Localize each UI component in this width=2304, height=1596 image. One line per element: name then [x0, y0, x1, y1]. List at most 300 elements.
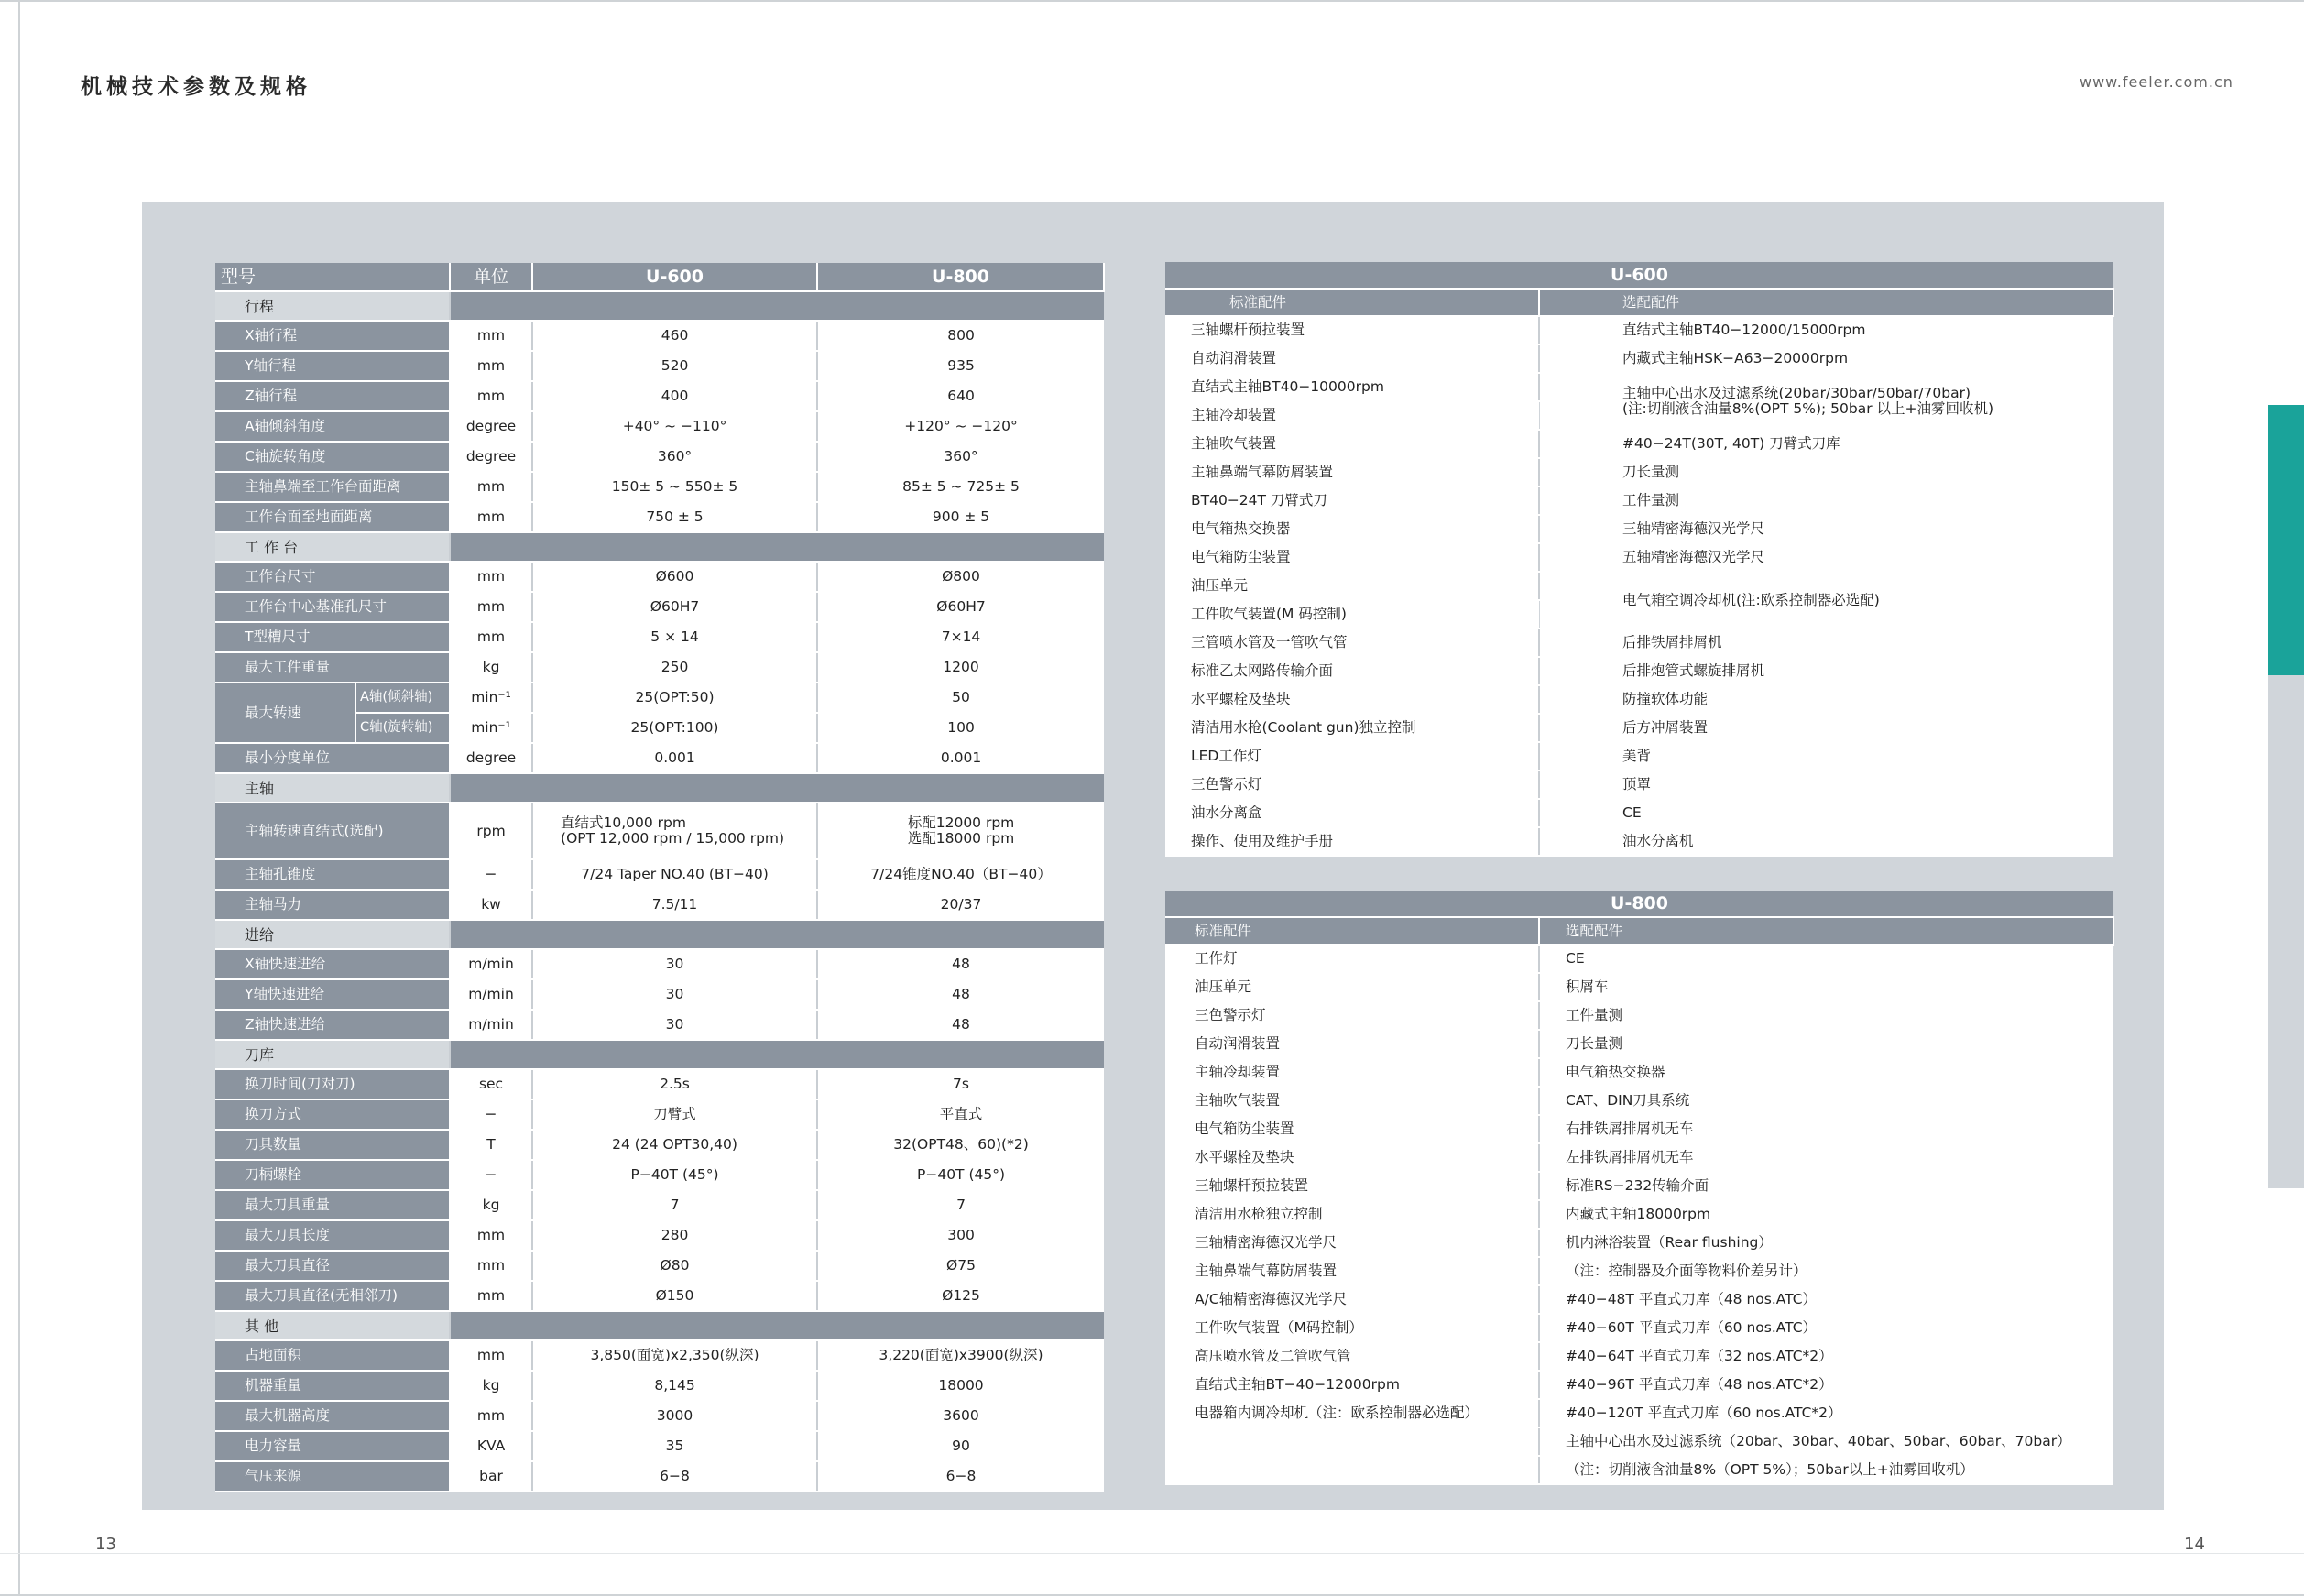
spec-label: X轴行程: [215, 321, 450, 351]
spec-u600: P−40T (45°): [532, 1160, 817, 1190]
spec-label: 主轴孔锥度: [215, 859, 450, 890]
spec-u800: 48: [817, 949, 1104, 979]
option-row: [1165, 1087, 2113, 1115]
option-row: [1165, 486, 2113, 515]
std-item: 高压喷水管及二管吹气管: [1165, 1342, 1539, 1371]
spec-unit: degree: [450, 442, 532, 472]
section-fill: [450, 532, 1104, 562]
spec-u800: 935: [817, 351, 1104, 381]
std-item: 主轴鼻端气幕防屑装置: [1165, 1257, 1539, 1285]
spec-row: [215, 1401, 1104, 1431]
spindle-u600-line1: 直结式10,000 rpm: [561, 814, 686, 831]
u800-options-table: [1165, 891, 2114, 1485]
opt-item: 工件量测: [1539, 486, 2113, 515]
std-item: 水平螺栓及垫块: [1165, 1143, 1539, 1172]
spec-row: [215, 652, 1104, 683]
spec-unit: mm: [450, 622, 532, 652]
footer-rule: [0, 1553, 2304, 1554]
spec-unit: KVA: [450, 1431, 532, 1461]
spec-u600: 30: [532, 979, 817, 1010]
teal-edge-tab: [2268, 405, 2304, 675]
spec-row: [215, 1461, 1104, 1492]
option-row: [1165, 316, 2113, 344]
spec-unit: mm: [450, 502, 532, 532]
option-row: [1165, 1427, 2113, 1456]
spec-unit: mm: [450, 472, 532, 502]
spec-u600-spindle: [532, 803, 817, 859]
spec-u600: 0.001: [532, 743, 817, 773]
option-row: [1165, 657, 2113, 685]
spec-u600: +40° ~ −110°: [532, 411, 817, 442]
std-item: 清洁用水枪独立控制: [1165, 1200, 1539, 1229]
option-row: [1165, 827, 2113, 856]
spec-u800: 800: [817, 321, 1104, 351]
opt-item: 刀长量测: [1539, 1030, 2113, 1058]
spec-u800: 20/37: [817, 890, 1104, 920]
option-row: [1165, 945, 2113, 973]
opt-item: #40−96T 平直式刀库（48 nos.ATC*2）: [1539, 1371, 2113, 1399]
gray-edge-tab: [2268, 675, 2304, 1188]
spec-label: Y轴快速进给: [215, 979, 450, 1010]
spec-u600: 360°: [532, 442, 817, 472]
std-item: 主轴鼻端气幕防屑装置: [1165, 458, 1539, 486]
option-model-row: [1165, 891, 2113, 917]
spec-label: 最大刀具重量: [215, 1190, 450, 1220]
spec-label: Z轴快速进给: [215, 1010, 450, 1040]
spec-label: 工作台面至地面距离: [215, 502, 450, 532]
option-row: [1165, 1229, 2113, 1257]
option-row-merged: [1165, 373, 2113, 401]
option-row: [1165, 1172, 2113, 1200]
spec-label: 气压来源: [215, 1461, 450, 1492]
std-item: 主轴吹气装置: [1165, 1087, 1539, 1115]
spec-u600: 25(OPT:100): [532, 713, 817, 743]
spec-unit: mm: [450, 1251, 532, 1281]
std-item: 三色警示灯: [1165, 1001, 1539, 1030]
std-item: 工件吹气装置（M码控制）: [1165, 1314, 1539, 1342]
spec-row: [215, 562, 1104, 592]
option-row: [1165, 344, 2113, 373]
spec-u600: 7.5/11: [532, 890, 817, 920]
spec-u800: Ø60H7: [817, 592, 1104, 622]
spec-unit: mm: [450, 381, 532, 411]
opt-item: 直结式主轴BT40−12000/15000rpm: [1539, 316, 2113, 344]
spec-label: 换刀方式: [215, 1099, 450, 1130]
std-header: 标准配件: [1165, 289, 1539, 316]
opt-item: （注：切削液含油量8%（OPT 5%）；50bar以上+油雾回收机）: [1539, 1456, 2113, 1484]
opt-item: 油水分离机: [1539, 827, 2113, 856]
spec-u600: 25(OPT:50): [532, 683, 817, 713]
section-row: [215, 532, 1104, 562]
spec-row: [215, 890, 1104, 920]
opt-item: 机内淋浴装置（Rear flushing）: [1539, 1229, 2113, 1257]
option-row: [1165, 1257, 2113, 1285]
std-item: 三轴螺杆预拉装置: [1165, 316, 1539, 344]
std-item: 主轴冷却装置: [1165, 1058, 1539, 1087]
spec-unit: mm: [450, 1281, 532, 1311]
option-row: [1165, 1001, 2113, 1030]
spec-label: 主轴马力: [215, 890, 450, 920]
spec-unit: kg: [450, 1190, 532, 1220]
spec-unit: sec: [450, 1069, 532, 1099]
opt-item: #40−64T 平直式刀库（32 nos.ATC*2）: [1539, 1342, 2113, 1371]
spec-u800: 0.001: [817, 743, 1104, 773]
spec-u800: 48: [817, 1010, 1104, 1040]
spec-sub-a: A轴(倾斜轴): [355, 683, 450, 713]
spec-u800: P−40T (45°): [817, 1160, 1104, 1190]
spec-u600: 5 × 14: [532, 622, 817, 652]
opt-item: 三轴精密海德汉光学尺: [1539, 515, 2113, 543]
option-row: [1165, 430, 2113, 458]
spec-u600: 30: [532, 949, 817, 979]
opt-item: 电气箱热交换器: [1539, 1058, 2113, 1087]
spec-u800: 1200: [817, 652, 1104, 683]
spec-u800: +120° ~ −120°: [817, 411, 1104, 442]
std-item: 三轴螺杆预拉装置: [1165, 1172, 1539, 1200]
option-row: [1165, 1143, 2113, 1172]
spec-u800: 18000: [817, 1371, 1104, 1401]
option-row: [1165, 1456, 2113, 1484]
spec-u800: 640: [817, 381, 1104, 411]
spec-row: [215, 1099, 1104, 1130]
spec-u800: Ø125: [817, 1281, 1104, 1311]
page-frame-top: [0, 0, 2304, 2]
opt-line2: (注:切削液含油量8%(OPT 5%); 50bar 以上+油雾回收机): [1622, 400, 1994, 417]
std-item: A/C轴精密海德汉光学尺: [1165, 1285, 1539, 1314]
std-item: 主轴吹气装置: [1165, 430, 1539, 458]
spec-row: [215, 321, 1104, 351]
std-item: 三色警示灯: [1165, 771, 1539, 799]
spec-u600: 7/24 Taper NO.40 (BT−40): [532, 859, 817, 890]
spec-unit: mm: [450, 1401, 532, 1431]
spec-u800: 7: [817, 1190, 1104, 1220]
spec-unit: m/min: [450, 979, 532, 1010]
std-item: 油压单元: [1165, 572, 1539, 600]
spec-row: [215, 351, 1104, 381]
spec-label: 换刀时间(刀对刀): [215, 1069, 450, 1099]
spec-u600: 750 ± 5: [532, 502, 817, 532]
spec-u600: 30: [532, 1010, 817, 1040]
section-row: [215, 291, 1104, 321]
spec-unit: −: [450, 1099, 532, 1130]
spec-row: [215, 1371, 1104, 1401]
section-fill: [450, 291, 1104, 321]
u600-options-table: [1165, 262, 2114, 857]
opt-item: 后方冲屑装置: [1539, 714, 2113, 742]
opt-item: #40−48T 平直式刀库（48 nos.ATC）: [1539, 1285, 2113, 1314]
page-number-right: 14: [2184, 1535, 2205, 1554]
header-model: 型号: [215, 263, 450, 291]
option-row: [1165, 1285, 2113, 1314]
opt-item: 内藏式主轴18000rpm: [1539, 1200, 2113, 1229]
opt-item: CAT、DIN刀具系统: [1539, 1087, 2113, 1115]
spec-u800: 3,220(面宽)x3900(纵深): [817, 1340, 1104, 1371]
option-row: [1165, 742, 2113, 771]
spec-label: 刀柄螺栓: [215, 1160, 450, 1190]
section-row: [215, 773, 1104, 803]
option-row: [1165, 1200, 2113, 1229]
option-row: [1165, 629, 2113, 657]
option-col-header: [1165, 289, 2113, 316]
spec-unit: T: [450, 1130, 532, 1160]
option-row: [1165, 1115, 2113, 1143]
std-item: 电气箱防尘装置: [1165, 543, 1539, 572]
opt-item: 积屑车: [1539, 973, 2113, 1001]
spec-u800: 32(OPT48、60)(*2): [817, 1130, 1104, 1160]
spec-label: 主轴鼻端至工作台面距离: [215, 472, 450, 502]
spec-u600: Ø60H7: [532, 592, 817, 622]
spec-row: [215, 1431, 1104, 1461]
spec-unit: degree: [450, 743, 532, 773]
header-u800: U-800: [817, 263, 1104, 291]
spec-u800: 85± 5 ~ 725± 5: [817, 472, 1104, 502]
spec-u600: Ø150: [532, 1281, 817, 1311]
spec-u800: 50: [817, 683, 1104, 713]
option-row: [1165, 515, 2113, 543]
section-label: 主轴: [215, 773, 450, 803]
spec-row: [215, 472, 1104, 502]
option-row: [1165, 1342, 2113, 1371]
std-item: 工件吹气装置(M 码控制): [1165, 600, 1539, 629]
spec-u600: 460: [532, 321, 817, 351]
spec-row: [215, 622, 1104, 652]
opt-item: 后排炮管式螺旋排屑机: [1539, 657, 2113, 685]
std-item: 电气箱防尘装置: [1165, 1115, 1539, 1143]
spec-label: 电力容量: [215, 1431, 450, 1461]
section-label: 其 他: [215, 1311, 450, 1340]
spec-u600: Ø600: [532, 562, 817, 592]
spec-u800-spindle: [817, 803, 1104, 859]
opt-item: 右排铁屑排屑机无车: [1539, 1115, 2113, 1143]
option-model-title: U-800: [1165, 891, 2113, 917]
option-row: [1165, 799, 2113, 827]
spec-table-body: [215, 263, 1104, 1492]
option-row: [1165, 771, 2113, 799]
spec-label: 刀具数量: [215, 1130, 450, 1160]
spec-unit: kg: [450, 1371, 532, 1401]
opt-item: #40−24T(30T, 40T) 刀臂式刀库: [1539, 430, 2113, 458]
spec-label: Z轴行程: [215, 381, 450, 411]
opt-item: 内藏式主轴HSK−A63−20000rpm: [1539, 344, 2113, 373]
section-fill: [450, 920, 1104, 949]
spindle-u800-line1: 标配12000 rpm: [907, 814, 1015, 831]
page-frame-left: [18, 0, 20, 1596]
std-header: 标准配件: [1165, 917, 1539, 945]
option-row-merged: [1165, 572, 2113, 600]
section-label: 行程: [215, 291, 450, 321]
header-u600: U-600: [532, 263, 817, 291]
std-item: BT40−24T 刀臂式刀: [1165, 486, 1539, 515]
option-model-row: [1165, 262, 2113, 289]
opt-item: 美背: [1539, 742, 2113, 771]
spec-unit: bar: [450, 1461, 532, 1492]
spec-unit: min⁻¹: [450, 683, 532, 713]
spec-label: T型槽尺寸: [215, 622, 450, 652]
spec-row: [215, 442, 1104, 472]
spec-label: 主轴转速直结式(选配): [215, 803, 450, 859]
u800-options-body: [1165, 891, 2113, 1484]
spec-u600: 150± 5 ~ 550± 5: [532, 472, 817, 502]
spec-u600: 24 (24 OPT30,40): [532, 1130, 817, 1160]
spec-u800: Ø800: [817, 562, 1104, 592]
spec-row: [215, 1130, 1104, 1160]
std-item: 自动润滑装置: [1165, 344, 1539, 373]
spec-row: [215, 502, 1104, 532]
spec-unit: mm: [450, 351, 532, 381]
spec-unit: −: [450, 1160, 532, 1190]
spec-u600: 7: [532, 1190, 817, 1220]
option-row: [1165, 543, 2113, 572]
section-label: 工 作 台: [215, 532, 450, 562]
spec-u600: 刀臂式: [532, 1099, 817, 1130]
spindle-u800-line2: 选配18000 rpm: [907, 830, 1015, 847]
spec-u600: 3000: [532, 1401, 817, 1431]
section-fill: [450, 1040, 1104, 1069]
opt-item: （注：控制器及介面等物料价差另计）: [1539, 1257, 2113, 1285]
spec-unit: mm: [450, 592, 532, 622]
std-item: [1165, 1456, 1539, 1484]
section-fill: [450, 1311, 1104, 1340]
spec-row: [215, 979, 1104, 1010]
spec-row: [215, 1251, 1104, 1281]
spec-label: 工作台尺寸: [215, 562, 450, 592]
opt-header: 选配配件: [1539, 917, 2113, 945]
spec-u600: 280: [532, 1220, 817, 1251]
spec-row: [215, 1220, 1104, 1251]
spec-u600: 35: [532, 1431, 817, 1461]
opt-line1: 主轴中心出水及过滤系统(20bar/30bar/50bar/70bar): [1622, 385, 1971, 401]
spec-label: C轴旋转角度: [215, 442, 450, 472]
page-number-left: 13: [95, 1535, 116, 1554]
spec-u800: 7×14: [817, 622, 1104, 652]
opt-item: CE: [1539, 799, 2113, 827]
option-row: [1165, 685, 2113, 714]
page-title: 机械技术参数及规格: [81, 75, 311, 99]
opt-item: CE: [1539, 945, 2113, 973]
spec-label: 最大刀具直径: [215, 1251, 450, 1281]
option-row: [1165, 1030, 2113, 1058]
option-row: [1165, 1314, 2113, 1342]
spec-u600: 520: [532, 351, 817, 381]
std-item: 主轴冷却装置: [1165, 401, 1539, 430]
std-item: 操作、使用及维护手册: [1165, 827, 1539, 856]
std-item: 标准乙太网路传输介面: [1165, 657, 1539, 685]
spec-row: [215, 1340, 1104, 1371]
std-item: 油水分离盒: [1165, 799, 1539, 827]
spec-u800: Ø75: [817, 1251, 1104, 1281]
option-row: [1165, 458, 2113, 486]
std-item: 清洁用水枪(Coolant gun)独立控制: [1165, 714, 1539, 742]
spec-u600: 6−8: [532, 1461, 817, 1492]
spec-u800: 900 ± 5: [817, 502, 1104, 532]
spec-u600: 400: [532, 381, 817, 411]
std-item: 油压单元: [1165, 973, 1539, 1001]
spec-unit: degree: [450, 411, 532, 442]
section-label: 刀库: [215, 1040, 450, 1069]
spec-table: [215, 263, 1105, 1492]
spec-row: [215, 381, 1104, 411]
option-row: [1165, 1399, 2113, 1427]
std-item: [1165, 1427, 1539, 1456]
std-item: 水平螺栓及垫块: [1165, 685, 1539, 714]
spec-u600: 250: [532, 652, 817, 683]
spec-unit: mm: [450, 1340, 532, 1371]
spec-u800: 7s: [817, 1069, 1104, 1099]
spec-u800: 360°: [817, 442, 1104, 472]
opt-item: 左排铁屑排屑机无车: [1539, 1143, 2113, 1172]
spec-u800: 90: [817, 1431, 1104, 1461]
std-item: 直结式主轴BT40−10000rpm: [1165, 373, 1539, 401]
std-item: 直结式主轴BT−40−12000rpm: [1165, 1371, 1539, 1399]
spec-u800: 6−8: [817, 1461, 1104, 1492]
section-label: 进给: [215, 920, 450, 949]
spec-label: 最大工件重量: [215, 652, 450, 683]
spec-label: X轴快速进给: [215, 949, 450, 979]
spec-unit: rpm: [450, 803, 532, 859]
spec-unit: −: [450, 859, 532, 890]
website-url[interactable]: www.feeler.com.cn: [2080, 73, 2233, 91]
spec-u800: 平直式: [817, 1099, 1104, 1130]
spec-row: [215, 859, 1104, 890]
spec-row: [215, 949, 1104, 979]
spec-label: 最小分度单位: [215, 743, 450, 773]
opt-item-multiline: [1539, 373, 2113, 430]
option-model-title: U-600: [1165, 262, 2113, 289]
opt-item: 标准RS−232传输介面: [1539, 1172, 2113, 1200]
spec-unit: mm: [450, 321, 532, 351]
spec-row: [215, 1069, 1104, 1099]
spindle-u600-line2: (OPT 12,000 rpm / 15,000 rpm): [561, 830, 785, 847]
spec-row: [215, 1010, 1104, 1040]
spec-row: [215, 1281, 1104, 1311]
spec-sub-c: C轴(旋转轴): [355, 713, 450, 743]
section-row: [215, 1040, 1104, 1069]
spec-unit: mm: [450, 1220, 532, 1251]
spec-label-max-speed: 最大转速: [215, 683, 355, 743]
std-item: LED工作灯: [1165, 742, 1539, 771]
spec-u800: 7/24锥度NO.40（BT−40）: [817, 859, 1104, 890]
opt-item: 顶罩: [1539, 771, 2113, 799]
spec-u600: 2.5s: [532, 1069, 817, 1099]
spec-label: 机器重量: [215, 1371, 450, 1401]
spec-row-spindle-speed: [215, 803, 1104, 859]
spec-row: [215, 1190, 1104, 1220]
spec-u800: 300: [817, 1220, 1104, 1251]
u600-options-body: [1165, 262, 2113, 856]
std-item: 电气箱热交换器: [1165, 515, 1539, 543]
std-item: 工作灯: [1165, 945, 1539, 973]
header-unit: 单位: [450, 263, 532, 291]
spec-u800: 48: [817, 979, 1104, 1010]
std-item: 三轴精密海德汉光学尺: [1165, 1229, 1539, 1257]
spec-header-row: [215, 263, 1104, 291]
section-row: [215, 920, 1104, 949]
option-row: [1165, 973, 2113, 1001]
spec-u600: 8,145: [532, 1371, 817, 1401]
spec-label: 最大机器高度: [215, 1401, 450, 1431]
opt-item: 防撞软体功能: [1539, 685, 2113, 714]
spec-label: 最大刀具长度: [215, 1220, 450, 1251]
option-col-header: [1165, 917, 2113, 945]
spec-u800: 100: [817, 713, 1104, 743]
spec-label: A轴倾斜角度: [215, 411, 450, 442]
std-item: 电器箱内调冷却机（注：欧系控制器必选配）: [1165, 1399, 1539, 1427]
option-row: [1165, 1371, 2113, 1399]
spec-u800: 3600: [817, 1401, 1104, 1431]
spec-unit: kg: [450, 652, 532, 683]
spec-row: [215, 743, 1104, 773]
std-item: 自动润滑装置: [1165, 1030, 1539, 1058]
